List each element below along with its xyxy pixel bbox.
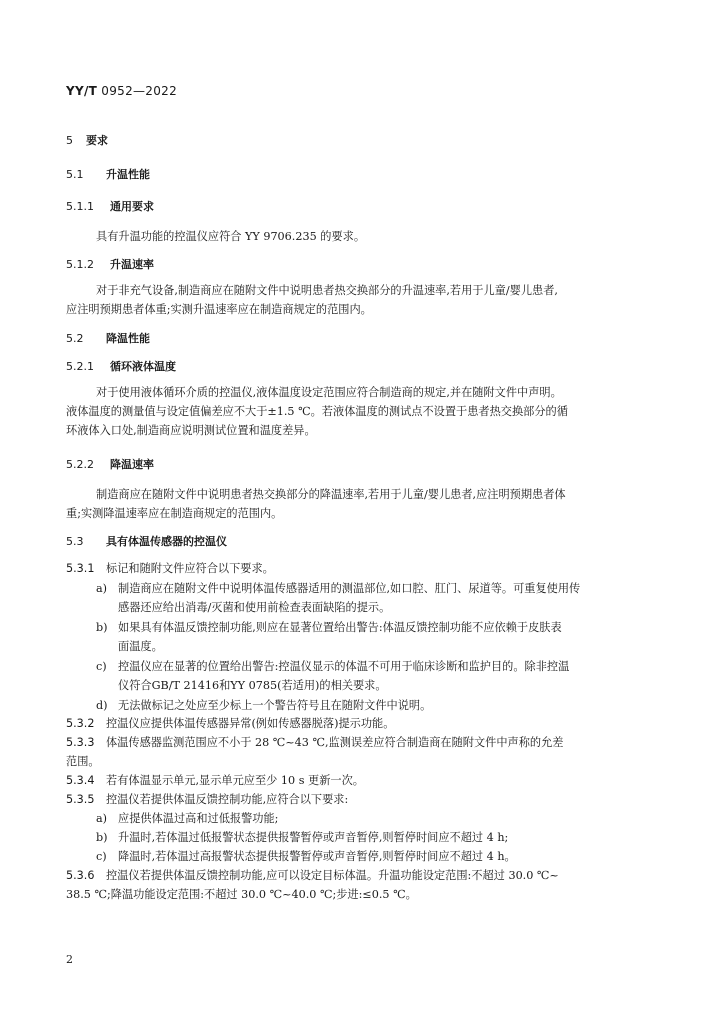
paragraph-5-1-2-line-2: 应注明预期患者体重;实测升温速率应在制造商规定的范围内。: [66, 303, 372, 316]
section-5-2-heading: 5.2 降温性能: [66, 332, 150, 345]
paragraph-5-1-2-line-1: 对于非充气设备,制造商应在随附文件中说明患者热交换部分的升温速率,若用于儿童/婴儿患者,: [96, 284, 558, 297]
list-item-5-3-1-b-cont: 面温度。: [118, 640, 163, 653]
clause-5-3-1: 5.3.1 标记和随附文件应符合以下要求。: [66, 562, 274, 575]
section-5-heading: 5 要求: [66, 134, 108, 147]
section-5-2-1-heading: 5.2.1 循环液体温度: [66, 360, 176, 373]
section-5-1-1-heading: 5.1.1 通用要求: [66, 200, 154, 213]
page-number: 2: [66, 953, 73, 966]
clause-5-3-3-cont: 范围。: [66, 755, 100, 768]
section-5-1-heading: 5.1 升温性能: [66, 168, 150, 181]
paragraph-5-2-1-line-3: 环液体入口处,制造商应说明测试位置和温度差异。: [66, 424, 316, 437]
standard-code-header: [66, 84, 177, 98]
clause-5-3-5: 5.3.5 控温仪若提供体温反馈控制功能,应符合以下要求:: [66, 793, 349, 806]
paragraph-5-2-1-line-2: 液体温度的测量值与设定值偏差应不大于±1.5 ℃。若液体温度的测试点不设置于患者热交换部分的循: [66, 405, 568, 418]
standard-prefix: YY/T: [66, 84, 98, 98]
list-item-5-3-1-a: a) 制造商应在随附文件中说明体温传感器适用的测温部位,如口腔、肛门、尿道等。可重复使用传: [96, 582, 581, 595]
paragraph-5-2-2-line-1: 制造商应在随附文件中说明患者热交换部分的降温速率,若用于儿童/婴儿患者,应注明预期患者体: [96, 488, 566, 501]
paragraph-5-1-1: 具有升温功能的控温仪应符合 YY 9706.235 的要求。: [96, 230, 366, 243]
clause-5-3-2: 5.3.2 控温仪应提供体温传感器异常(例如传感器脱落)提示功能。: [66, 717, 395, 730]
list-item-5-3-1-c-cont: 仪符合GB/T 21416和YY 0785(若适用)的相关要求。: [118, 679, 387, 692]
section-5-2-2-heading: 5.2.2 降温速率: [66, 458, 154, 471]
section-5-1-2-heading: 5.1.2 升温速率: [66, 258, 154, 271]
paragraph-5-2-2-line-2: 重;实测降温速率应在制造商规定的范围内。: [66, 507, 283, 520]
section-5-3-heading: 5.3 具有体温传感器的控温仪: [66, 535, 227, 548]
list-item-5-3-1-a-cont: 感器还应给出消毒/灭菌和使用前检查表面缺陷的提示。: [118, 601, 391, 614]
clause-5-3-4: 5.3.4 若有体温显示单元,显示单元应至少 10 s 更新一次。: [66, 774, 364, 787]
clause-5-3-3: 5.3.3 体温传感器监测范围应不小于 28 ℃~43 ℃,监测误差应符合制造商在随附文件中声称的允差: [66, 736, 564, 749]
clause-5-3-6-cont: 38.5 ℃;降温功能设定范围:不超过 30.0 ℃~40.0 ℃;步进:≤0.5 ℃。: [66, 888, 417, 901]
standard-number: 0952—2022: [97, 84, 178, 98]
list-item-5-3-5-c: c) 降温时,若体温过高报警状态提供报警暂停或声音暂停,则暂停时间应不超过 4 h。: [96, 850, 516, 863]
clause-5-3-6: 5.3.6 控温仪若提供体温反馈控制功能,应可以设定目标体温。升温功能设定范围:不超过 30.0 ℃~: [66, 869, 559, 882]
list-item-5-3-1-b: b) 如果具有体温反馈控制功能,则应在显著位置给出警告:体温反馈控制功能不应依赖于皮肤表: [96, 621, 562, 634]
list-item-5-3-1-c: c) 控温仪应在显著的位置给出警告:控温仪显示的体温不可用于临床诊断和监护目的。除非控温: [96, 660, 570, 673]
list-item-5-3-5-b: b) 升温时,若体温过低报警状态提供报警暂停或声音暂停,则暂停时间应不超过 4 h;: [96, 831, 509, 844]
list-item-5-3-5-a: a) 应提供体温过高和过低报警功能;: [96, 812, 279, 825]
list-item-5-3-1-d: d) 无法做标记之处应至少标上一个警告符号且在随附文件中说明。: [96, 699, 432, 712]
paragraph-5-2-1-line-1: 对于使用液体循环介质的控温仪,液体温度设定范围应符合制造商的规定,并在随附文件中声明。: [96, 386, 562, 399]
